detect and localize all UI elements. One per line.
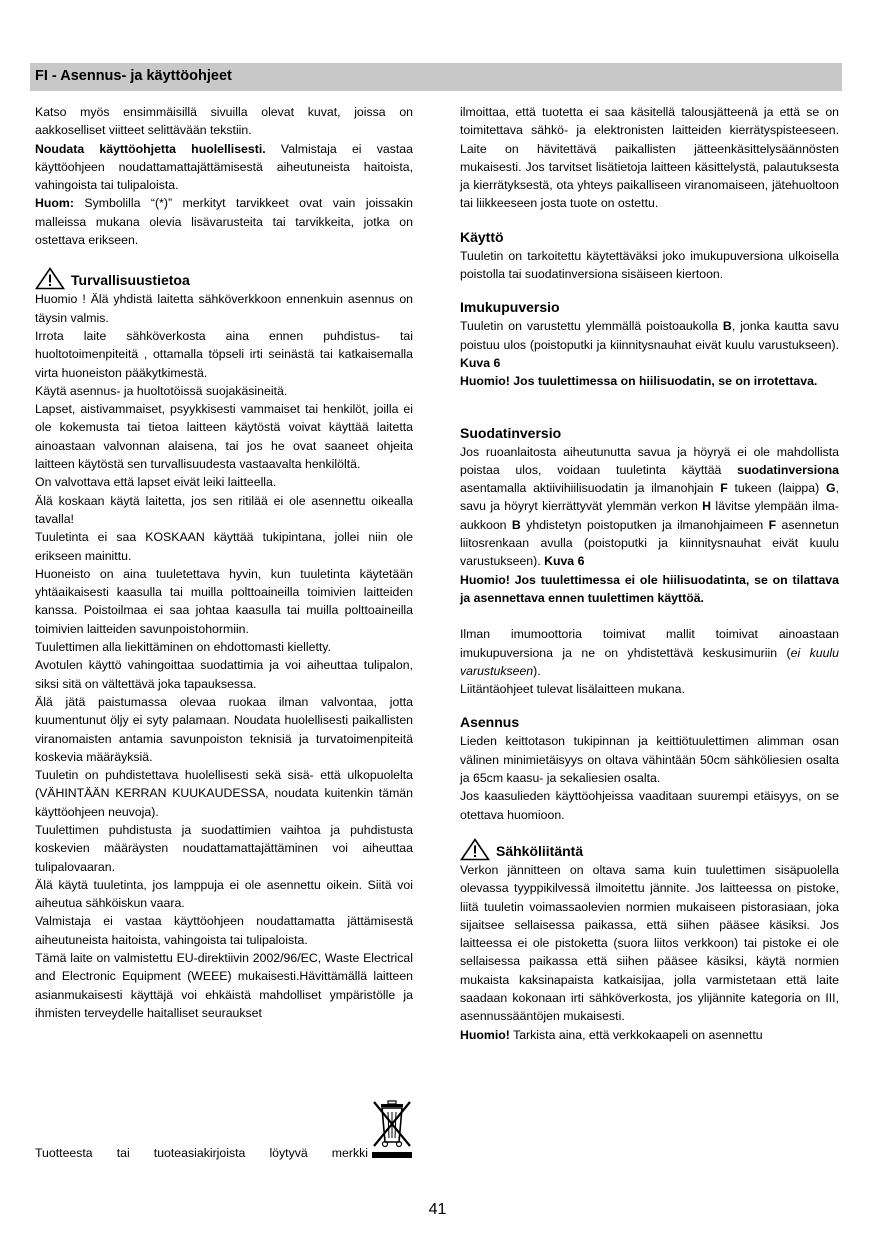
safety-paragraph: Käytä asennus- ja huoltotöissä suojakäsineitä. [35, 383, 288, 398]
filter-text: tukeen (laippa) [727, 481, 826, 496]
extraction-heading: Imukupuversio [460, 299, 560, 316]
accessories-note-text: Symbolilla “(*)” merkityt tarvikkeet ovat vain joissakin malleissa mukana olevia lisävarusteita tai tarvikkeita, jotka on ostettava erikseen. [35, 196, 413, 248]
electrical-note-label: Huomio! [460, 1027, 510, 1042]
installation-paragraph: Lieden keittotason tukipinnan ja keittiötuulettimen alimman osan välinen minimietäisyys on oltava vähintään 50cm sähköliesien osalta ja 65cm kaasu- ja sekaliesien osalta. [460, 734, 839, 786]
safety-paragraph: Lapset, aistivammaiset, psyykkisesti vammaiset tai henkilöt, joilla ei ole kokemusta tai tietoa laitteen käytöstä voivat käyttää laitetta ainoastaan valvonnan alaisena, tai jos he ovat saaneet ohjeita laitteen käytöstä sen turvallisuudesta vastaavalta henkilöltä. [35, 402, 413, 472]
part-label: F [768, 517, 777, 532]
safety-paragraph: Tuulettimen puhdistusta ja suodattimien vaihtoa ja puhdistusta koskevien määräysten noudattamattajättäminen voi aiheuttaa tulipalovaaran. [35, 822, 413, 874]
filter-text: lävitse ylempään ilma-aukkoon [460, 499, 839, 532]
safety-paragraph: Tämä laite on valmistettu EU-direktiivin 2002/96/EC, Waste Electrical and Electronic Equipment (WEEE) mukaisesti.Hävittämällä laitteen asianmukaisesti käyttäjä voi ehkäistä mahdolliset ympäristölle ja ihmisten terveydelle haitalliset seuraukset [35, 951, 413, 1020]
connection-note: Liitäntäohjeet tulevat lisälaitteen mukana. [460, 682, 685, 697]
safety-heading [35, 267, 413, 290]
intro-paragraph: Katso myös ensimmäisillä sivuilla olevat kuvat, joissa on aakkoselliset viitteet selittävään tekstiin. [35, 105, 413, 138]
safety-paragraph: Älä jätä paistumassa olevaa ruokaa ilman valvontaa, jotta kuumentunut öljy ei syty palamaan. Noudata huolellisesti paikallisten viranomaisten antamia savunpoiston teknisiä ja turvatoimenpiteitä koskevia määräyksiä. [35, 694, 413, 764]
extraction-text: Tuuletin on varustettu ylemmällä poistoaukolla [460, 319, 723, 334]
weee-marking-line [35, 1144, 368, 1162]
page-number: 41 [428, 1201, 447, 1218]
electrical-heading [460, 838, 839, 861]
electrical-heading-text: Sähköliitäntä [496, 842, 584, 859]
filter-text: , savu ja höyryt kierrättyvät ylemmän verkon [460, 481, 839, 514]
warning-icon [460, 838, 490, 861]
section-title: FI - Asennus- ja käyttöohjeet [35, 68, 232, 84]
motorless-italic: ei kuulu varustukseen [460, 645, 839, 678]
part-label: H [702, 499, 712, 514]
safety-paragraph: Älä koskaan käytä laitetta, jos sen ritilää ei ole asennettu oikealla tavalla! [35, 493, 413, 526]
weee-continuation: ilmoittaa, että tuotetta ei saa käsitellä talousjätteenä ja että se on toimitettava sähkö- ja elektronisten laitteiden kierrätyspisteeseen. Laite on hävitettävä paikallisten jätteenkäsittelysäännösten mukaisesti. Jos tarvitset lisätietoja laitteen käsittelystä, palautuksesta ja kierrätyksestä, ota yhteys paikalliseen viranomaiseen, jätehuoltoon tai liikkeeseen josta tuote on ostettu. [460, 105, 839, 211]
extraction-text: , jonka kautta savu poistuu ulos (poistoputki ja kiinnitysnauhat eivät kuulu varustukseen). [460, 319, 839, 352]
filter-text: Jos ruoanlaitosta aiheutunutta savua ja höyryä ei ole mahdollista poistaa ulos, voidaan tuuletinta käyttää [460, 444, 839, 477]
figure-reference: Kuva 6 [544, 554, 585, 569]
safety-paragraph: Huoneisto on aina tuuletettava hyvin, kun tuuletinta käytetään yhtäaikaisesti kaasulla tai muilla polttoaineilla toimivien laitteiden kanssa. Poistoilmaa ei saa johtaa kaasulla tai muilla polttoaineilla toimivien laitteiden savunpoistohormiin. [35, 566, 413, 636]
instructions-note [35, 140, 413, 195]
safety-paragraph: Älä käytä tuuletinta, jos lamppuja ei ole asennettu oikein. Siitä voi aiheutua sähköiskun vaara. [35, 877, 413, 911]
weee-bin-icon [370, 1098, 414, 1163]
filter-heading: Suodatinversio [460, 424, 562, 441]
safety-paragraph: Valmistaja ei vastaa käyttöohjeen noudattamatta jättämisestä aiheutuneista haitoista, vahingoista tai tulipaloista. [35, 914, 413, 947]
extraction-paragraph [460, 317, 839, 372]
safety-paragraph: Huomio ! Älä yhdistä laitetta sähköverkkoon ennenkuin asennus on täysin valmis. [35, 292, 413, 325]
safety-paragraph: Tuulettimen alla liekittäminen on ehdottomasti kielletty. [35, 640, 331, 655]
figure-reference: Kuva 6 [460, 355, 501, 370]
electrical-note-text: Tarkista aina, että verkkokaapeli on asennettu [509, 1027, 763, 1042]
motorless-text: Ilman imumoottoria toimivat mallit toimivat ainoastaan imukupuversiona ja ne on yhdistettävä keskusimuriin ( [460, 627, 839, 660]
instructions-note-text: Valmistaja ei vastaa käyttöohjeen noudattamattajättämisestä aiheutuneista haitoista, vahingoista tai tulipaloista. [35, 141, 413, 193]
part-label: F [720, 481, 728, 496]
warning-icon [35, 267, 65, 290]
filter-paragraph [460, 443, 839, 571]
electrical-paragraph: Verkon jännitteen on oltava sama kuin tuulettimen sisäpuolella olevassa tyyppikilvessä ilmoitettu jännite. Jos laitteessa on pistoke, liitä tuuletin voimassaolevien normien mukaiseen pistorasiaan, joka sijaitsee sellaisessa paikassa, että siihen pääsee käsiksi. Jos laitteessa ei ole pistoketta (suora liitos verkkoon) tai pistoke ei ole sellaisessa paikassa että siihen pääsee käsiksi, käytä normien mukaista kaksinapaista katkaisijaa, jolla varmistetaan että laite saadaan kokonaan irti sähköverkosta, jos ylijännite kategoria on III, asennussääntöjen mukaisesti. [460, 862, 839, 1024]
section-header-bar [30, 63, 842, 91]
safety-paragraph: Tuuletin on puhdistettava huolellisesti sekä sisä- että ulkopuolelta (VÄHINTÄÄN KERRAN KUUKAUDESSA, noudata kuitenkin tämän käyttöohjeen neuvoja). [35, 768, 413, 819]
part-label: B [722, 319, 732, 334]
accessories-note [35, 194, 413, 249]
weee-marking-text: Tuotteesta tai tuoteasiakirjoista löytyvä merkki [35, 1146, 368, 1160]
motorless-paragraph [460, 625, 839, 680]
safety-paragraph: Avotulen käyttö vahingoittaa suodattimia ja voi aiheuttaa tulipalon, siksi sitä on vältettävä joka tapauksessa. [35, 658, 413, 691]
instructions-note-label: Noudata käyttöohjetta huolellisesti. [35, 141, 266, 156]
filter-text: yhdistetyn poistoputken ja ilmanohjaimeen [520, 517, 769, 532]
filter-note: Huomio! Jos tuulettimessa ei ole hiilisuodatinta, se on tilattava ja asennettava ennen tuulettimen käyttöä. [460, 572, 839, 605]
use-heading: Käyttö [460, 228, 504, 245]
installation-heading: Asennus [460, 714, 520, 731]
electrical-note [460, 1026, 839, 1044]
filter-version-label: suodatinversiona [737, 462, 839, 477]
accessories-note-label: Huom: [35, 196, 74, 211]
safety-heading-text: Turvallisuustietoa [71, 272, 190, 289]
part-label: B [511, 517, 521, 532]
use-paragraph: Tuuletin on tarkoitettu käytettäväksi joko imukupuversiona ulkoisella poistolla tai suodatinversiona sisäiseen kiertoon. [460, 248, 839, 282]
extraction-note: Huomio! Jos tuulettimessa on hiilisuodatin, se on irrotettava. [460, 374, 818, 389]
filter-text: asentamalla aktiivihiilisuodatin ja ilmanohjain [460, 481, 721, 496]
installation-paragraph: Jos kaasulieden käyttöohjeissa vaaditaan suurempi etäisyys, on se otettava huomioon. [460, 789, 839, 822]
safety-paragraph: Irrota laite sähköverkosta aina ennen puhdistus- tai huoltotoimenpiteitä , ottamalla töpseli irti seinästä tai katkaisemalla virta huoneiston pääkytkimestä. [35, 328, 413, 380]
part-label: G [825, 481, 836, 496]
left-column [35, 103, 413, 1022]
right-column [460, 103, 839, 1044]
motorless-text: ). [533, 663, 541, 678]
safety-paragraph: On valvottava että lapset eivät leiki laitteella. [35, 475, 277, 490]
filter-text: asennetun liitosrenkaan avulla (poistoputki ja kiinnitysnauhat eivät kuulu varustukseen). [460, 517, 839, 569]
safety-paragraph: Tuuletinta ei saa KOSKAAN käyttää tukipintana, jollei niin ole erikseen mainittu. [35, 530, 413, 563]
